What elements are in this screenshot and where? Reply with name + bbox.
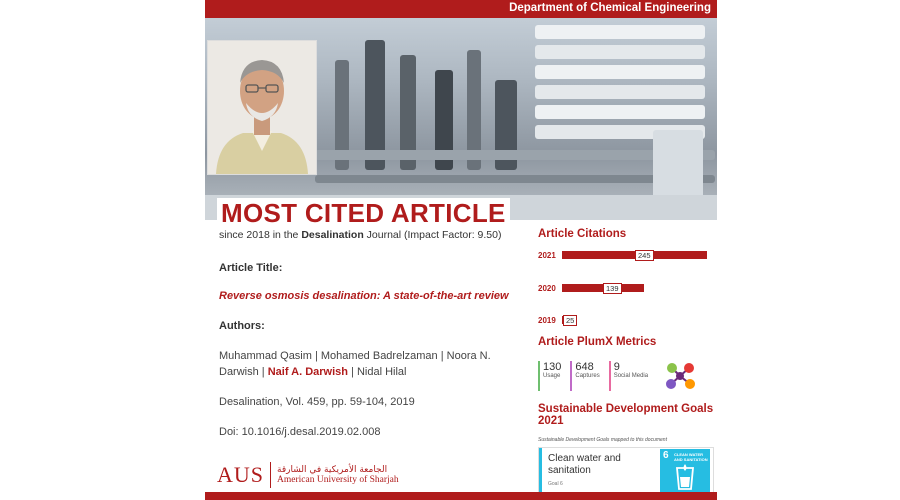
sdg-goal-ref: Goal 6 bbox=[548, 481, 563, 487]
citations-heading: Article Citations bbox=[538, 228, 627, 240]
sdg-tile-text bbox=[674, 452, 708, 462]
metric-value: 9 bbox=[613, 361, 620, 373]
sdg-goal-name-line-2: sanitation bbox=[548, 465, 591, 476]
sdg-year: 2021 bbox=[538, 415, 564, 427]
citation-value-2021: 245 bbox=[635, 250, 654, 261]
poster bbox=[205, 0, 717, 500]
sdg-card-accent bbox=[539, 448, 542, 493]
author-photo bbox=[207, 40, 317, 175]
aus-logo-mark: AUS bbox=[217, 462, 265, 487]
article-title: Reverse osmosis desalination: A state-of-the-art review bbox=[219, 290, 509, 302]
sdg-heading bbox=[538, 403, 713, 427]
citation-year-2019: 2019 bbox=[538, 316, 556, 325]
footer-bar bbox=[205, 492, 717, 500]
header-bar bbox=[205, 0, 717, 18]
sdg-card bbox=[538, 447, 714, 494]
citation-value-2020: 139 bbox=[603, 283, 622, 294]
water-glass-icon bbox=[660, 464, 710, 492]
sdg-tile-text-line-1: CLEAN WATER bbox=[674, 452, 704, 457]
citation-value-2019: 25 bbox=[563, 315, 577, 326]
sdg-title: Sustainable Development Goals bbox=[538, 403, 714, 415]
plumx-logo-icon bbox=[663, 361, 697, 391]
aus-english-name: American University of Sharjah bbox=[277, 475, 399, 485]
sdg-tile-text-line-2: AND SANITATION bbox=[674, 457, 708, 462]
sdg-tile-number: 6 bbox=[663, 450, 669, 461]
metric-social-media bbox=[609, 361, 654, 391]
plumx-heading: Article PlumX Metrics bbox=[538, 336, 657, 348]
journal-subheading bbox=[219, 229, 501, 241]
aus-logo-text bbox=[277, 465, 399, 485]
sdg-subtitle: Sustainable Development Goals mapped to this document bbox=[538, 437, 667, 443]
metric-label: Usage bbox=[543, 373, 561, 379]
sdg-6-tile bbox=[660, 449, 710, 492]
subheading-suffix: Journal (Impact Factor: 9.50) bbox=[363, 229, 502, 241]
plumx-metrics bbox=[538, 361, 697, 391]
authors-label: Authors: bbox=[219, 320, 265, 332]
metric-value: 130 bbox=[543, 361, 562, 373]
authors-line-1: Muhammad Qasim | Mohamed Badrelzaman | Noora N. bbox=[219, 350, 491, 362]
authors-line-2 bbox=[219, 366, 406, 378]
person-portrait-icon bbox=[208, 41, 316, 174]
logo-divider bbox=[270, 462, 271, 488]
aus-logo bbox=[217, 462, 399, 488]
citation-year-2020: 2020 bbox=[538, 284, 556, 293]
metric-label: Captures bbox=[575, 373, 600, 379]
journal-citation: Desalination, Vol. 459, pp. 59-104, 2019 bbox=[219, 396, 415, 408]
authors-text-b: | Nidal Hilal bbox=[347, 366, 407, 378]
metric-value: 648 bbox=[575, 361, 594, 373]
department-name: Department of Chemical Engineering bbox=[509, 2, 711, 14]
article-title-label: Article Title: bbox=[219, 262, 283, 274]
citation-year-2021: 2021 bbox=[538, 251, 556, 260]
sdg-goal-name-line-1: Clean water and bbox=[548, 453, 621, 464]
subheading-prefix: since 2018 in the bbox=[219, 229, 302, 241]
metric-usage bbox=[538, 361, 567, 391]
doi: Doi: 10.1016/j.desal.2019.02.008 bbox=[219, 426, 381, 438]
headline: MOST CITED ARTICLE bbox=[217, 198, 510, 229]
aus-arabic-name: الجامعة الأمريكية في الشارقة bbox=[277, 465, 388, 475]
sdg-goal-name bbox=[548, 453, 628, 477]
authors-text-a: Darwish | bbox=[219, 366, 268, 378]
highlighted-author: Naif A. Darwish bbox=[267, 366, 348, 378]
journal-name: Desalination bbox=[301, 229, 364, 241]
metric-captures bbox=[570, 361, 605, 391]
metric-label: Social Media bbox=[613, 373, 649, 379]
